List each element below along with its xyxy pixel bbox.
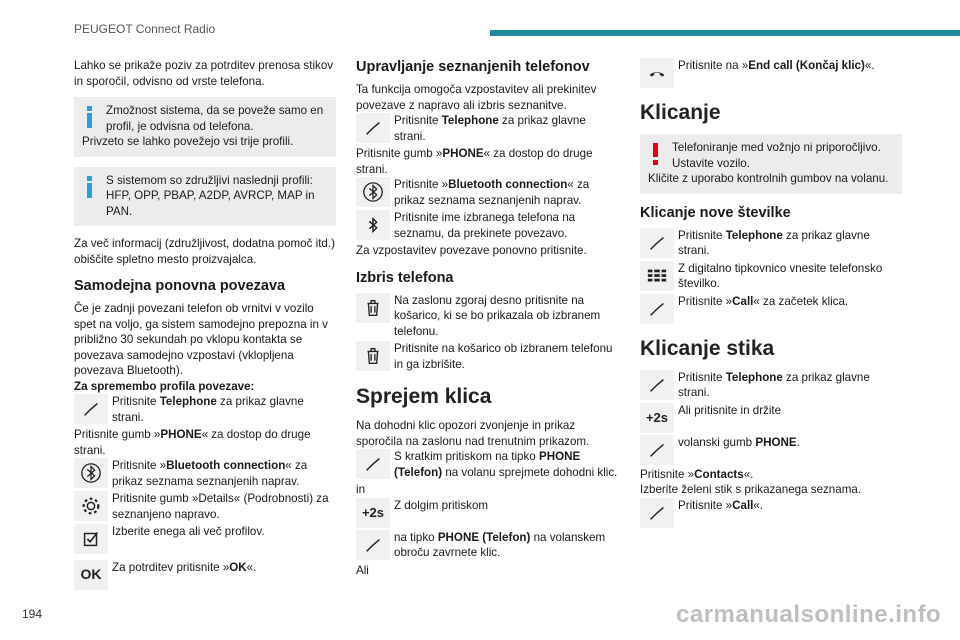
press-icon — [640, 498, 674, 528]
keypad-icon — [640, 261, 674, 291]
bluetooth-icon — [356, 210, 390, 240]
info-icon — [83, 176, 97, 198]
step-item: +2s Ali pritisnite in držite — [640, 403, 902, 433]
paragraph: Za vzpostavitev povezave ponovno pritisnite. — [356, 244, 587, 257]
step-item: Pritisnite Telephone za prikaz glavne strani. — [640, 228, 902, 259]
section-heading: Samodejna ponovna povezava — [74, 278, 286, 294]
note-text: Kličite z uporabo kontrolnih gumbov na volanu. — [648, 172, 889, 185]
step-item: Na zaslonu zgoraj desno pritisnite na košarico, ki se bo prikazala ob izbranem telefonu. — [356, 293, 618, 340]
paragraph: Izberite želeni stik s prikazanega seznama. — [640, 483, 862, 496]
paragraph: Lahko se prikaže poziv za potrditev prenosa stikov in sporočil, odvisno od vrste telefona. — [74, 59, 334, 88]
step-item: na tipko PHONE (Telefon) na volanskem obroču zavrnete klic. — [356, 530, 618, 561]
note-text: Telefoniranje med vožnjo ni priporočljivo. Ustavite vozilo. — [672, 141, 881, 170]
step-item: Pritisnite »Call«. — [640, 498, 902, 528]
end-call-icon — [640, 58, 674, 88]
trash-icon — [356, 341, 390, 371]
note-text: Privzeto se lahko povežejo vsi trije profili. — [82, 135, 294, 148]
step-item: Izberite enega ali več profilov. — [74, 524, 336, 554]
step-item: S kratkim pritiskom na tipko PHONE (Telefon) na volanu sprejmete dohodni klic. — [356, 449, 618, 480]
paragraph: Če je zadnji povezani telefon ob vrnitvi v vozilo spet na voljo, ga sistem samodejno prepozna in v približno 30 sekundah po vklopu kontakta se povezava samodejno vzpostavi (vklopljena povezava Bluetooth). — [74, 302, 328, 377]
step-item: volanski gumb PHONE. — [640, 435, 902, 465]
paragraph: Ta funkcija omogoča vzpostavitev ali prekinitev povezave z napravo ali izbris seznanitve. — [356, 83, 597, 112]
press-icon — [640, 294, 674, 324]
step-item: Pritisnite gumb »Details« (Podrobnosti) za seznanjeno napravo. — [74, 491, 336, 522]
press-icon — [640, 435, 674, 465]
paragraph: in — [356, 483, 366, 496]
page-number: 194 — [22, 607, 43, 621]
checkbox-icon — [74, 524, 108, 554]
long-press-icon: +2s — [356, 498, 390, 528]
long-press-icon: +2s — [640, 403, 674, 433]
step-item: Pritisnite »Bluetooth connection« za prikaz seznama seznanjenih naprav. — [74, 458, 336, 489]
step-item: Pritisnite Telephone za prikaz glavne strani. — [640, 370, 902, 401]
running-header-title: PEUGEOT Connect Radio — [74, 22, 216, 36]
paragraph: Pritisnite »Contacts«. — [640, 467, 754, 481]
bluetooth-icon — [356, 177, 390, 207]
column-right — [640, 58, 902, 530]
press-icon — [640, 370, 674, 400]
info-icon — [83, 106, 97, 128]
info-note — [74, 167, 336, 227]
info-note — [74, 97, 336, 157]
ok-icon: OK — [74, 560, 108, 590]
paragraph: Ali — [356, 563, 369, 577]
paragraph: Na dohodni klic opozori zvonjenje in prikaz sporočila na zaslonu nad trenutnim prikazom. — [356, 419, 590, 448]
section-heading: Klicanje stika — [640, 336, 775, 360]
warning-note — [640, 134, 902, 194]
step-item: Pritisnite Telephone za prikaz glavne strani. — [74, 394, 336, 425]
paragraph: Pritisnite gumb »PHONE« za dostop do druge strani. — [356, 147, 593, 176]
step-item: +2s Z dolgim pritiskom — [356, 498, 618, 528]
trash-icon — [356, 293, 390, 323]
paragraph: Za več informacij (združljivost, dodatna pomoč itd.) obiščite spletno mesto proizvajalca. — [74, 237, 335, 266]
section-heading: Klicanje — [640, 101, 721, 124]
step-item: Pritisnite »Bluetooth connection« za prikaz seznama seznanjenih naprav. — [356, 177, 618, 208]
column-middle — [356, 58, 618, 578]
note-text: S sistemom so združljivi naslednji profili: HFP, OPP, PBAP, A2DP, AVRCP, MAP in PAN. — [106, 173, 315, 218]
press-icon — [356, 449, 390, 479]
press-icon — [356, 530, 390, 560]
gear-icon — [74, 491, 108, 521]
step-item: Z digitalno tipkovnico vnesite telefonsko številko. — [640, 261, 902, 292]
section-heading: Upravljanje seznanjenih telefonov — [356, 59, 590, 75]
section-heading: Klicanje nove številke — [640, 204, 791, 221]
paragraph: Pritisnite gumb »PHONE« za dostop do druge strani. — [74, 428, 311, 457]
step-item: Pritisnite »Call« za začetek klica. — [640, 294, 902, 324]
paragraph: Za spremembo profila povezave: — [74, 379, 255, 393]
section-heading: Sprejem klica — [356, 385, 492, 408]
press-icon — [640, 228, 674, 258]
step-item: Pritisnite na košarico ob izbranem telefonu in ga izbrišite. — [356, 341, 618, 372]
note-text: Zmožnost sistema, da se poveže samo en profil, je odvisna od telefona. — [106, 104, 324, 133]
step-item: OK Za potrditev pritisnite »OK«. — [74, 560, 336, 590]
warning-icon — [649, 143, 663, 165]
step-item: Pritisnite na »End call (Končaj klic)«. — [640, 58, 902, 88]
section-heading: Izbris telefona — [356, 269, 454, 286]
watermark: carmanualsonline.info — [676, 601, 942, 628]
column-left — [74, 58, 336, 592]
step-item: Pritisnite ime izbranega telefona na seznamu, da prekinete povezavo. — [356, 210, 618, 241]
press-icon — [356, 113, 390, 143]
bluetooth-icon — [74, 458, 108, 488]
step-item: Pritisnite Telephone za prikaz glavne strani. — [356, 113, 618, 144]
press-icon — [74, 394, 108, 424]
header-accent-bar — [490, 30, 960, 36]
